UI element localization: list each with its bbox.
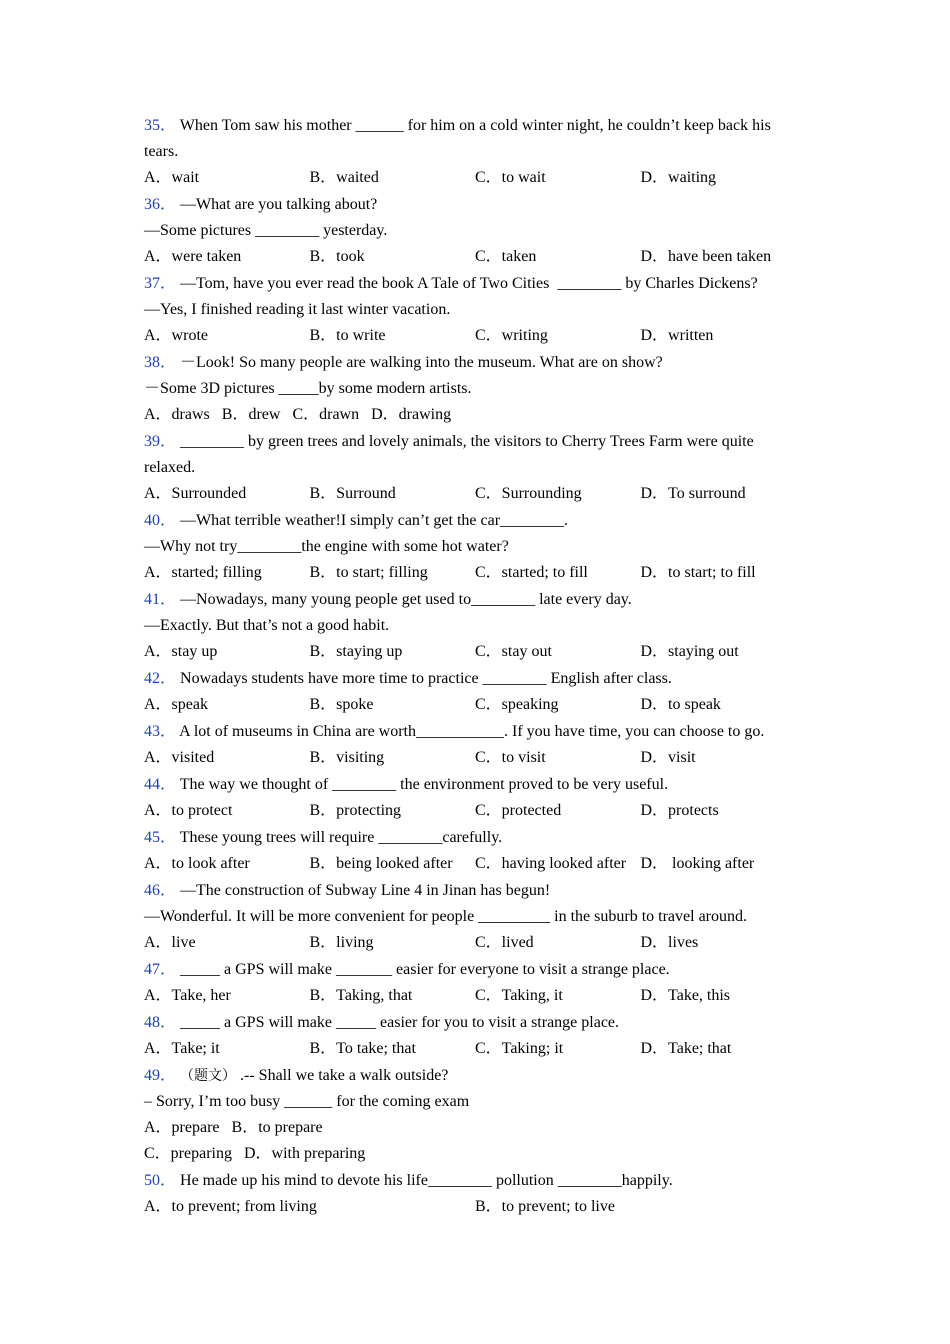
option: D．Take, this bbox=[640, 987, 731, 1004]
option: C．protected bbox=[475, 802, 562, 819]
option: A．prepare bbox=[144, 1119, 220, 1136]
options-row bbox=[144, 165, 814, 191]
document-body bbox=[144, 113, 814, 1221]
question-block bbox=[144, 113, 814, 191]
question-stem bbox=[144, 271, 814, 297]
question-text: When Tom saw his mother ______ for him on a cold winter night, he couldn’t keep back his bbox=[179, 117, 771, 134]
option: D．to speak bbox=[640, 696, 721, 713]
options-row bbox=[144, 1115, 814, 1141]
option: D．written bbox=[640, 327, 714, 344]
question-text: _____ a GPS will make _______ easier for everyone to visit a strange place. bbox=[180, 961, 670, 978]
question-text: —Yes, I finished reading it last winter vacation. bbox=[144, 301, 451, 318]
question-text: ________ by green trees and lovely animals, the visitors to Cherry Trees Farm were quite bbox=[180, 433, 754, 450]
option: A．visited bbox=[144, 749, 215, 766]
question-stem bbox=[144, 1010, 814, 1036]
option: D．protects bbox=[640, 802, 719, 819]
option: A．Take, her bbox=[144, 987, 231, 1004]
question-stem bbox=[144, 666, 814, 692]
question-stem bbox=[144, 957, 814, 983]
question-stem bbox=[144, 587, 814, 613]
question-text: —Exactly. But that’s not a good habit. bbox=[144, 617, 390, 634]
question-block bbox=[144, 772, 814, 824]
option: D．have been taken bbox=[640, 248, 772, 265]
question-number: 44． bbox=[144, 776, 177, 793]
options-row bbox=[144, 323, 814, 349]
option: A．wait bbox=[144, 169, 200, 186]
question-number: 40． bbox=[144, 512, 177, 529]
option: B．to prepare bbox=[231, 1119, 323, 1136]
question-line bbox=[144, 376, 814, 402]
question-text: —The construction of Subway Line 4 in Jinan has begun! bbox=[180, 882, 551, 899]
question-line bbox=[144, 1089, 814, 1115]
question-stem bbox=[144, 772, 814, 798]
option: C．Surrounding bbox=[475, 485, 582, 502]
question-block bbox=[144, 825, 814, 877]
option: B．to start; filling bbox=[309, 564, 428, 581]
question-stem bbox=[144, 113, 814, 139]
question-number: 36． bbox=[144, 196, 177, 213]
option: D．To surround bbox=[640, 485, 746, 502]
question-tag: （题文） bbox=[180, 1068, 237, 1084]
question-text: —Some pictures ________ yesterday. bbox=[144, 222, 388, 239]
question-number: 47． bbox=[144, 961, 177, 978]
question-text: —Why not try________the engine with some hot water? bbox=[144, 538, 509, 555]
option: D．drawing bbox=[371, 406, 452, 423]
option: D．waiting bbox=[640, 169, 717, 186]
options-row bbox=[144, 692, 814, 718]
question-line bbox=[144, 139, 814, 165]
question-block bbox=[144, 666, 814, 718]
option: C．started; to fill bbox=[475, 564, 588, 581]
options-row bbox=[144, 851, 814, 877]
question-number: 49． bbox=[144, 1067, 177, 1084]
option: D．with preparing bbox=[243, 1145, 366, 1162]
question-line bbox=[144, 904, 814, 930]
question-text: —What terrible weather!I simply can’t get the car________. bbox=[180, 512, 569, 529]
question-text: —Tom, have you ever read the book A Tale of Two Cities ________ by Charles Dickens? bbox=[180, 275, 758, 292]
question-text: relaxed. bbox=[144, 459, 196, 476]
question-text: .-- Shall we take a walk outside? bbox=[240, 1067, 449, 1084]
option: A．were taken bbox=[144, 248, 242, 265]
options-row bbox=[144, 481, 814, 507]
question-stem bbox=[144, 825, 814, 851]
question-text: These young trees will require ________carefully. bbox=[179, 829, 503, 846]
question-line bbox=[144, 613, 814, 639]
option: A．draws bbox=[144, 406, 210, 423]
question-number: 46． bbox=[144, 882, 177, 899]
option: C．writing bbox=[475, 327, 548, 344]
question-text: A lot of museums in China are worth___________. If you have time, you can choose to go. bbox=[179, 723, 765, 740]
options-row bbox=[144, 560, 814, 586]
question-block bbox=[144, 587, 814, 665]
question-stem bbox=[144, 192, 814, 218]
question-block bbox=[144, 508, 814, 586]
option: C．preparing bbox=[144, 1145, 232, 1162]
question-block bbox=[144, 271, 814, 349]
option: A．Take; it bbox=[144, 1040, 220, 1057]
option: D．to start; to fill bbox=[640, 564, 756, 581]
question-stem bbox=[144, 719, 814, 745]
options-row bbox=[144, 745, 814, 771]
option: A．to protect bbox=[144, 802, 233, 819]
question-text: —Nowadays, many young people get used to________ late every day. bbox=[180, 591, 632, 608]
question-number: 42． bbox=[144, 670, 177, 687]
option: B．waited bbox=[309, 169, 379, 186]
options-row bbox=[144, 1194, 814, 1220]
option: A．Surrounded bbox=[144, 485, 247, 502]
question-stem bbox=[144, 429, 814, 455]
option: B．to write bbox=[309, 327, 386, 344]
options-row bbox=[144, 930, 814, 956]
question-stem bbox=[144, 350, 814, 376]
options-row bbox=[144, 402, 814, 428]
question-text: －Some 3D pictures _____by some modern artists. bbox=[144, 380, 472, 397]
option: C．speaking bbox=[475, 696, 559, 713]
option: C．Taking; it bbox=[475, 1040, 564, 1057]
question-text: _____ a GPS will make _____ easier for you to visit a strange place. bbox=[180, 1014, 620, 1031]
question-text: The way we thought of ________ the environment proved to be very useful. bbox=[179, 776, 669, 793]
question-number: 37． bbox=[144, 275, 177, 292]
question-line bbox=[144, 297, 814, 323]
option: B．to prevent; to live bbox=[475, 1198, 615, 1215]
options-row bbox=[144, 244, 814, 270]
question-stem bbox=[144, 1168, 814, 1194]
option: D．visit bbox=[640, 749, 696, 766]
question-stem bbox=[144, 508, 814, 534]
question-number: 35． bbox=[144, 117, 177, 134]
question-block bbox=[144, 878, 814, 956]
option: A．to look after bbox=[144, 855, 250, 872]
option: A．speak bbox=[144, 696, 208, 713]
option: B．Taking, that bbox=[309, 987, 413, 1004]
option: A．started; filling bbox=[144, 564, 262, 581]
question-block bbox=[144, 192, 814, 270]
question-number: 45． bbox=[144, 829, 177, 846]
option: C．having looked after bbox=[475, 855, 627, 872]
question-block bbox=[144, 1063, 814, 1167]
question-text: —What are you talking about? bbox=[180, 196, 378, 213]
question-text: —Wonderful. It will be more convenient for people _________ in the suburb to travel around. bbox=[144, 908, 748, 925]
question-number: 39． bbox=[144, 433, 177, 450]
question-number: 41． bbox=[144, 591, 177, 608]
option: C．to visit bbox=[475, 749, 546, 766]
option: B．took bbox=[309, 248, 365, 265]
option: C．stay out bbox=[475, 643, 552, 660]
question-text: tears. bbox=[144, 143, 179, 160]
option: B．staying up bbox=[309, 643, 403, 660]
question-line bbox=[144, 534, 814, 560]
option: B．Surround bbox=[309, 485, 396, 502]
options-row bbox=[144, 798, 814, 824]
options-row bbox=[144, 1141, 814, 1167]
option: B．protecting bbox=[309, 802, 402, 819]
question-block bbox=[144, 957, 814, 1009]
option: B．drew bbox=[221, 406, 281, 423]
option: D． looking after bbox=[640, 855, 755, 872]
question-text: He made up his mind to devote his life________ pollution ________happily. bbox=[180, 1172, 673, 1189]
question-block bbox=[144, 1010, 814, 1062]
question-line bbox=[144, 218, 814, 244]
option: B．living bbox=[309, 934, 374, 951]
question-block bbox=[144, 350, 814, 428]
question-stem bbox=[144, 878, 814, 904]
option: C．drawn bbox=[292, 406, 360, 423]
question-number: 48． bbox=[144, 1014, 177, 1031]
option: C．to wait bbox=[475, 169, 546, 186]
option: A．stay up bbox=[144, 643, 218, 660]
question-number: 38． bbox=[144, 354, 177, 371]
options-row bbox=[144, 983, 814, 1009]
question-stem bbox=[144, 1063, 814, 1089]
question-text: Nowadays students have more time to practice ________ English after class. bbox=[180, 670, 672, 687]
option: B．visiting bbox=[309, 749, 385, 766]
option: A．live bbox=[144, 934, 196, 951]
option: C．Taking, it bbox=[475, 987, 563, 1004]
question-line bbox=[144, 455, 814, 481]
options-row bbox=[144, 1036, 814, 1062]
question-block bbox=[144, 429, 814, 507]
question-block bbox=[144, 1168, 814, 1220]
option: D．staying out bbox=[640, 643, 739, 660]
option: B．spoke bbox=[309, 696, 374, 713]
option: A．wrote bbox=[144, 327, 208, 344]
option: A．to prevent; from living bbox=[144, 1198, 317, 1215]
option: C．lived bbox=[475, 934, 534, 951]
option: D．Take; that bbox=[640, 1040, 732, 1057]
question-text: －Look! So many people are walking into the museum. What are on show? bbox=[180, 354, 663, 371]
question-number: 43． bbox=[144, 723, 177, 740]
question-text: – Sorry, I’m too busy ______ for the coming exam bbox=[144, 1093, 470, 1110]
option: B．being looked after bbox=[309, 855, 453, 872]
question-number: 50． bbox=[144, 1172, 177, 1189]
option: D．lives bbox=[640, 934, 699, 951]
options-row bbox=[144, 639, 814, 665]
option: C．taken bbox=[475, 248, 537, 265]
option: B．To take; that bbox=[309, 1040, 416, 1057]
question-block bbox=[144, 719, 814, 771]
